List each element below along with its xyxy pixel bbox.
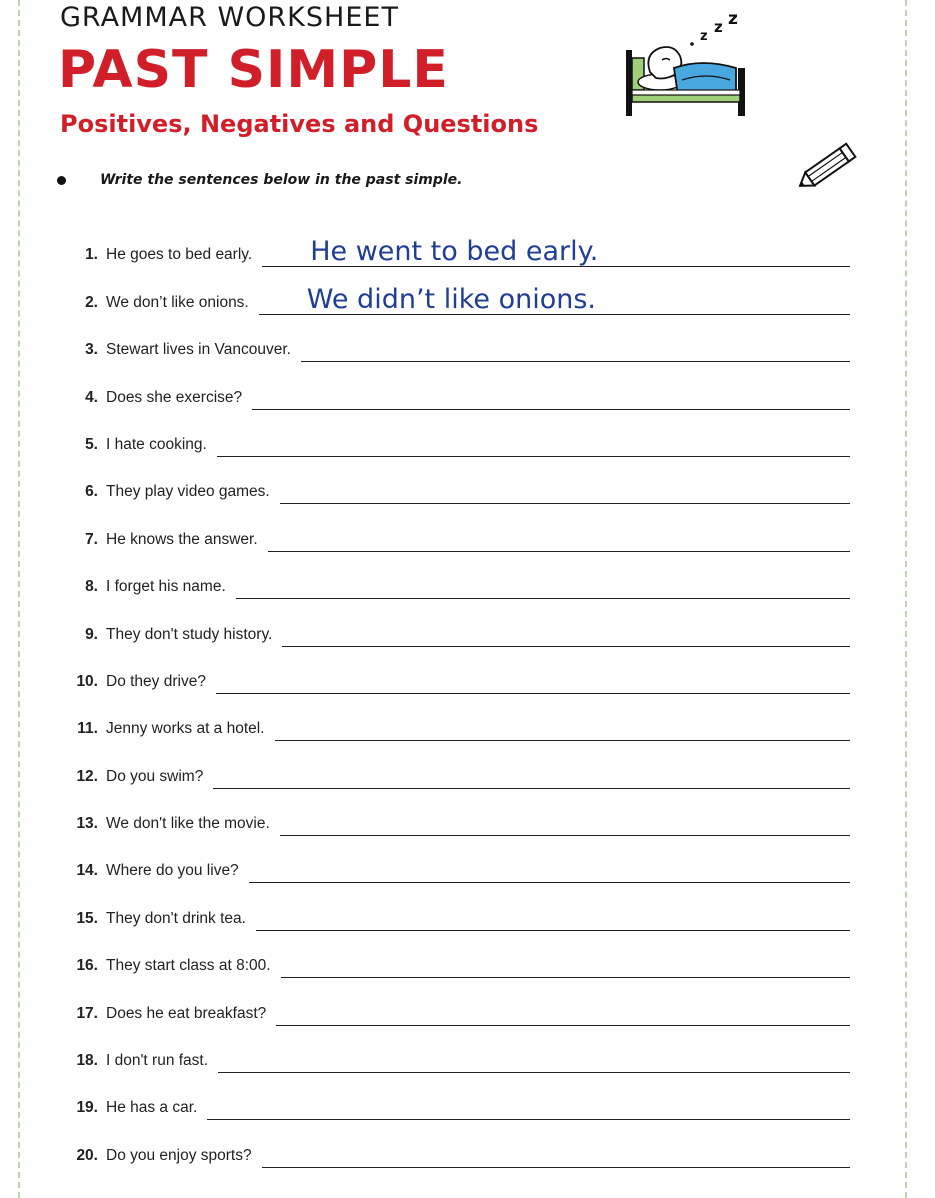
answer-field[interactable] bbox=[256, 900, 850, 931]
question-text: Do you swim? bbox=[106, 767, 204, 785]
question-number: 8. bbox=[85, 578, 98, 596]
question-text: I hate cooking. bbox=[106, 435, 207, 453]
answer-field[interactable] bbox=[216, 663, 850, 694]
question-number: 4. bbox=[85, 388, 98, 406]
question-row bbox=[60, 315, 850, 362]
question-row bbox=[60, 220, 850, 267]
answer-field[interactable] bbox=[268, 521, 850, 552]
question-number: 16. bbox=[76, 957, 98, 975]
question-row bbox=[60, 978, 850, 1025]
question-number: 1. bbox=[85, 246, 98, 264]
question-row bbox=[60, 883, 850, 930]
question-list bbox=[60, 220, 850, 1168]
question-number: 18. bbox=[76, 1052, 98, 1070]
question-text: Do you enjoy sports? bbox=[106, 1146, 252, 1164]
worksheet-label: GRAMMAR WORKSHEET bbox=[60, 2, 399, 33]
answer-field[interactable] bbox=[280, 805, 850, 836]
question-number: 6. bbox=[85, 483, 98, 501]
question-number: 2. bbox=[85, 293, 98, 311]
question-row bbox=[60, 410, 850, 457]
question-number: 19. bbox=[76, 1099, 98, 1117]
svg-text:z: z bbox=[714, 18, 723, 36]
question-number: 11. bbox=[77, 720, 98, 738]
question-number: 17. bbox=[76, 1004, 98, 1022]
answer-field[interactable] bbox=[281, 947, 850, 978]
question-number: 12. bbox=[76, 767, 98, 785]
question-text: Jenny works at a hotel. bbox=[106, 720, 265, 738]
answer-text: He went to bed early. bbox=[310, 236, 599, 268]
answer-field[interactable] bbox=[262, 236, 850, 267]
question-row bbox=[60, 931, 850, 978]
svg-text:z: z bbox=[700, 29, 708, 44]
question-row bbox=[60, 267, 850, 314]
question-row bbox=[60, 789, 850, 836]
svg-text:z: z bbox=[728, 10, 738, 29]
question-number: 3. bbox=[85, 341, 98, 359]
answer-field[interactable] bbox=[249, 852, 850, 883]
sleeping-in-bed-icon bbox=[622, 10, 754, 121]
answer-field[interactable] bbox=[276, 995, 850, 1026]
answer-text: We didn’t like onions. bbox=[306, 283, 596, 315]
question-number: 15. bbox=[76, 909, 98, 927]
answer-field[interactable] bbox=[207, 1089, 850, 1120]
question-number: 14. bbox=[76, 862, 98, 880]
page-border-right bbox=[905, 0, 907, 1198]
question-row bbox=[60, 694, 850, 741]
question-text: They don't study history. bbox=[106, 625, 273, 643]
question-number: 10. bbox=[76, 672, 98, 690]
question-row bbox=[60, 1073, 850, 1120]
question-number: 5. bbox=[85, 435, 98, 453]
question-text: He knows the answer. bbox=[106, 530, 258, 548]
page-border-left bbox=[18, 0, 20, 1198]
page-title: PAST SIMPLE bbox=[58, 40, 449, 100]
question-text: Do they drive? bbox=[106, 672, 206, 690]
answer-field[interactable] bbox=[259, 284, 850, 315]
question-row bbox=[60, 647, 850, 694]
question-text: I forget his name. bbox=[106, 578, 226, 596]
answer-field[interactable] bbox=[236, 568, 850, 599]
answer-field[interactable] bbox=[262, 1137, 850, 1168]
question-text: I don't run fast. bbox=[106, 1052, 209, 1070]
question-number: 9. bbox=[85, 625, 98, 643]
pencil-icon bbox=[795, 140, 863, 201]
question-number: 20. bbox=[76, 1146, 98, 1164]
answer-field[interactable] bbox=[217, 426, 850, 457]
question-row bbox=[60, 599, 850, 646]
question-text: Does she exercise? bbox=[106, 388, 243, 406]
question-row bbox=[60, 457, 850, 504]
question-text: We don’t like onions. bbox=[106, 293, 249, 311]
question-text: He has a car. bbox=[106, 1099, 198, 1117]
answer-field[interactable] bbox=[280, 473, 850, 504]
question-text: They start class at 8:00. bbox=[106, 957, 271, 975]
question-text: We don't like the movie. bbox=[106, 815, 270, 833]
question-text: Does he eat breakfast? bbox=[106, 1004, 267, 1022]
question-number: 13. bbox=[76, 815, 98, 833]
question-text: Where do you live? bbox=[106, 862, 239, 880]
answer-field[interactable] bbox=[282, 616, 850, 647]
question-row bbox=[60, 552, 850, 599]
answer-field[interactable] bbox=[213, 758, 850, 789]
question-row bbox=[60, 836, 850, 883]
question-row bbox=[60, 504, 850, 551]
answer-field[interactable] bbox=[301, 331, 850, 362]
answer-field[interactable] bbox=[275, 710, 850, 741]
answer-field[interactable] bbox=[252, 379, 850, 410]
question-row bbox=[60, 362, 850, 409]
question-number: 7. bbox=[85, 530, 98, 548]
answer-field[interactable] bbox=[218, 1042, 850, 1073]
question-row bbox=[60, 1026, 850, 1073]
question-text: They don't drink tea. bbox=[106, 909, 246, 927]
instruction bbox=[55, 172, 463, 188]
question-text: They play video games. bbox=[106, 483, 270, 501]
question-text: He goes to bed early. bbox=[106, 246, 253, 264]
instruction-text: Write the sentences below in the past simple. bbox=[100, 172, 463, 188]
question-row bbox=[60, 741, 850, 788]
question-text: Stewart lives in Vancouver. bbox=[106, 341, 291, 359]
question-row bbox=[60, 1120, 850, 1167]
page-subtitle: Positives, Negatives and Questions bbox=[60, 110, 539, 138]
bullet-icon bbox=[57, 176, 66, 185]
